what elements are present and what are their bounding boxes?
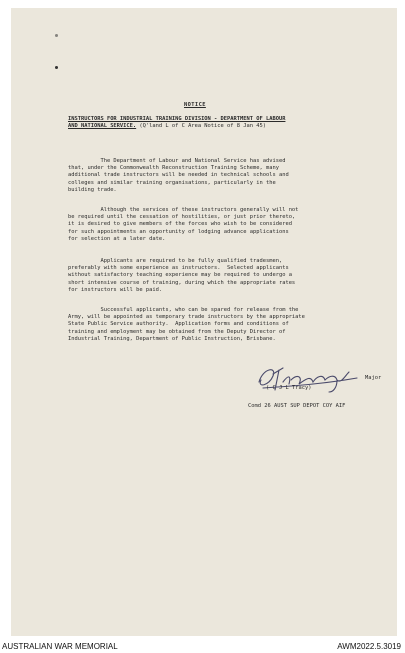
paragraph-3: Applicants are required to be fully qualified tradesmen, preferably with some experience as instructors. Selected applicants without satisfactory teaching experience may be required to undergo a short intensive course of training, during which the appropriate rates for instructors will be paid. [68, 258, 296, 293]
footer-institution: AUSTRALIAN WAR MEMORIAL [2, 642, 118, 651]
signatory-name: ( C J L Tracy) [266, 385, 312, 391]
archive-footer [0, 640, 405, 653]
title-line-2-underlined: AND NATIONAL SERVICE. [68, 123, 137, 130]
signatory-unit: Comd 26 AUST SUP DEPOT COY AIF [248, 403, 346, 409]
paragraph-2: Although the services of these instructors generally will not be required until the cessation of hostilities, or just prior thereto, it is desired to give members of the forces who wish to be considered for such appointments an opportunity of lodging advance applications for selection at a later date. [68, 207, 299, 242]
title-line-1: INSTRUCTORS FOR INDUSTRIAL TRAINING DIVISION - DEPARTMENT OF LABOUR [68, 116, 286, 122]
paragraph-1: The Department of Labour and National Service has advised that, under the Commonwealth Reconstruction Training Scheme, many additional trade instructors will be needed in technical schools and colleges and similar training organisations, particularly in the building trade. [68, 158, 289, 193]
title-line-2 [68, 123, 368, 130]
punch-hole [55, 66, 58, 69]
title-reference: (Q'land L of C Area Notice of 8 Jan 45) [136, 123, 266, 130]
signatory-rank: Major [365, 375, 382, 381]
footer-accession-number: AWM2022.5.3019 [337, 642, 401, 651]
notice-title [68, 116, 368, 130]
document-page [11, 8, 397, 636]
punch-hole [55, 34, 58, 37]
paragraph-4: Successful applicants, who can be spared for release from the Army, will be appointed as temporary trade instructors by the appropriate State Public Service authority. Application forms and conditions of training and employment may be obtained from the Deputy Director of Industrial Training, Department of Public Instruction, Brisbane. [68, 307, 305, 342]
notice-heading: NOTICE [184, 102, 206, 108]
